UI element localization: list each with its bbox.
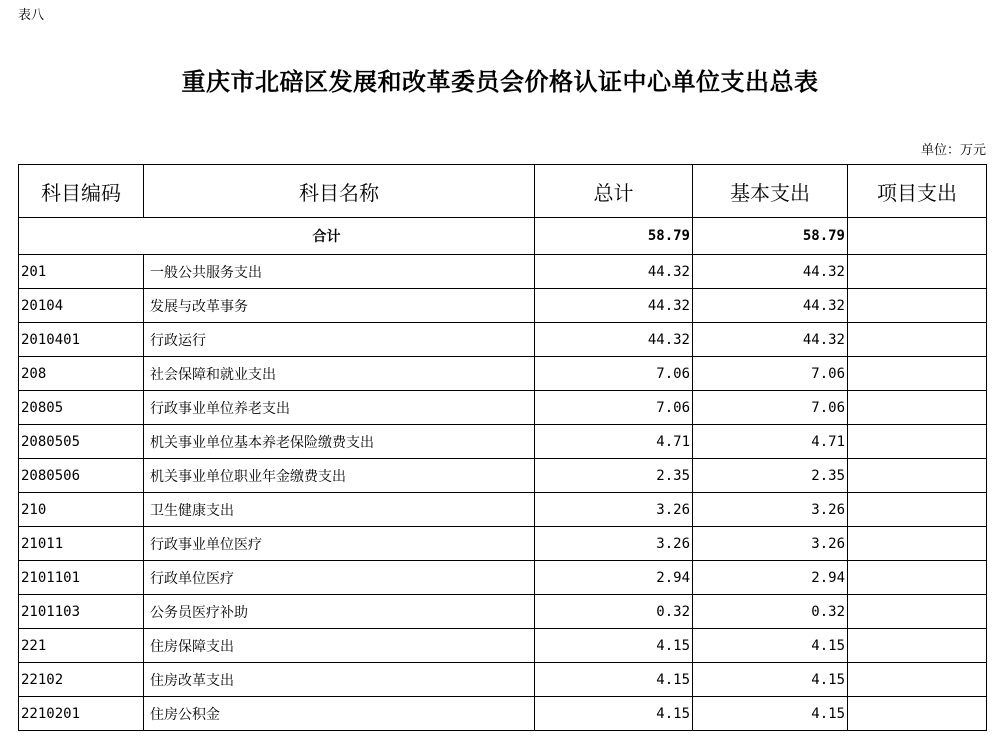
unit-label: 单位：万元 <box>920 143 986 158</box>
table-row <box>19 289 987 323</box>
table-row <box>19 561 987 595</box>
row-project <box>848 391 987 425</box>
row-code: 221 <box>19 629 144 663</box>
row-name: 住房改革支出 <box>144 663 535 697</box>
table-row <box>19 493 987 527</box>
row-total: 44.32 <box>535 323 693 357</box>
row-name: 机关事业单位基本养老保险缴费支出 <box>144 425 535 459</box>
row-basic: 4.15 <box>693 663 848 697</box>
row-basic: 3.26 <box>693 493 848 527</box>
row-basic: 7.06 <box>693 391 848 425</box>
table-row <box>19 697 987 731</box>
total-row <box>19 218 987 255</box>
expenditure-table <box>18 164 987 731</box>
row-project <box>848 697 987 731</box>
row-project <box>848 357 987 391</box>
header-code: 科目编码 <box>19 165 144 218</box>
row-project <box>848 289 987 323</box>
row-name: 住房公积金 <box>144 697 535 731</box>
row-basic: 2.94 <box>693 561 848 595</box>
row-code: 20104 <box>19 289 144 323</box>
row-name: 卫生健康支出 <box>144 493 535 527</box>
table-row <box>19 629 987 663</box>
row-basic: 2.35 <box>693 459 848 493</box>
row-total: 2.94 <box>535 561 693 595</box>
row-project <box>848 493 987 527</box>
row-code: 2210201 <box>19 697 144 731</box>
row-basic: 4.71 <box>693 425 848 459</box>
row-name: 行政事业单位医疗 <box>144 527 535 561</box>
table-row <box>19 425 987 459</box>
total-label: 合计 <box>19 218 535 255</box>
row-total: 4.15 <box>535 629 693 663</box>
row-code: 2080505 <box>19 425 144 459</box>
row-project <box>848 323 987 357</box>
row-name: 发展与改革事务 <box>144 289 535 323</box>
row-name: 行政事业单位养老支出 <box>144 391 535 425</box>
table-row <box>19 595 987 629</box>
row-name: 一般公共服务支出 <box>144 255 535 289</box>
row-basic: 4.15 <box>693 697 848 731</box>
row-project <box>848 459 987 493</box>
header-basic: 基本支出 <box>693 165 848 218</box>
row-code: 208 <box>19 357 144 391</box>
row-total: 7.06 <box>535 391 693 425</box>
table-tag: 表八 <box>18 8 45 23</box>
header-name: 科目名称 <box>144 165 535 218</box>
row-total: 4.15 <box>535 697 693 731</box>
table-row <box>19 255 987 289</box>
row-basic: 44.32 <box>693 289 848 323</box>
row-total: 0.32 <box>535 595 693 629</box>
row-name: 公务员医疗补助 <box>144 595 535 629</box>
row-name: 行政单位医疗 <box>144 561 535 595</box>
row-code: 201 <box>19 255 144 289</box>
row-code: 21011 <box>19 527 144 561</box>
total-project <box>848 218 987 255</box>
row-total: 44.32 <box>535 289 693 323</box>
row-name: 住房保障支出 <box>144 629 535 663</box>
row-name: 社会保障和就业支出 <box>144 357 535 391</box>
header-row <box>19 165 987 218</box>
row-project <box>848 255 987 289</box>
row-total: 3.26 <box>535 527 693 561</box>
header-total: 总计 <box>535 165 693 218</box>
header-project: 项目支出 <box>848 165 987 218</box>
row-total: 3.26 <box>535 493 693 527</box>
row-code: 210 <box>19 493 144 527</box>
row-basic: 4.15 <box>693 629 848 663</box>
table-row <box>19 663 987 697</box>
row-basic: 7.06 <box>693 357 848 391</box>
row-total: 7.06 <box>535 357 693 391</box>
row-basic: 44.32 <box>693 323 848 357</box>
row-code: 2010401 <box>19 323 144 357</box>
table-row <box>19 391 987 425</box>
page-title: 重庆市北碚区发展和改革委员会价格认证中心单位支出总表 <box>181 68 819 96</box>
row-total: 44.32 <box>535 255 693 289</box>
row-code: 20805 <box>19 391 144 425</box>
table-row <box>19 527 987 561</box>
row-project <box>848 561 987 595</box>
row-project <box>848 663 987 697</box>
row-total: 2.35 <box>535 459 693 493</box>
row-name: 机关事业单位职业年金缴费支出 <box>144 459 535 493</box>
row-code: 2080506 <box>19 459 144 493</box>
row-project <box>848 527 987 561</box>
table-row <box>19 323 987 357</box>
table-row <box>19 459 987 493</box>
row-code: 2101103 <box>19 595 144 629</box>
row-name: 行政运行 <box>144 323 535 357</box>
row-total: 4.15 <box>535 663 693 697</box>
row-project <box>848 595 987 629</box>
row-code: 22102 <box>19 663 144 697</box>
row-basic: 44.32 <box>693 255 848 289</box>
total-sum: 58.79 <box>535 218 693 255</box>
row-code: 2101101 <box>19 561 144 595</box>
row-total: 4.71 <box>535 425 693 459</box>
row-project <box>848 425 987 459</box>
row-basic: 0.32 <box>693 595 848 629</box>
row-basic: 3.26 <box>693 527 848 561</box>
total-basic: 58.79 <box>693 218 848 255</box>
table-row <box>19 357 987 391</box>
row-project <box>848 629 987 663</box>
